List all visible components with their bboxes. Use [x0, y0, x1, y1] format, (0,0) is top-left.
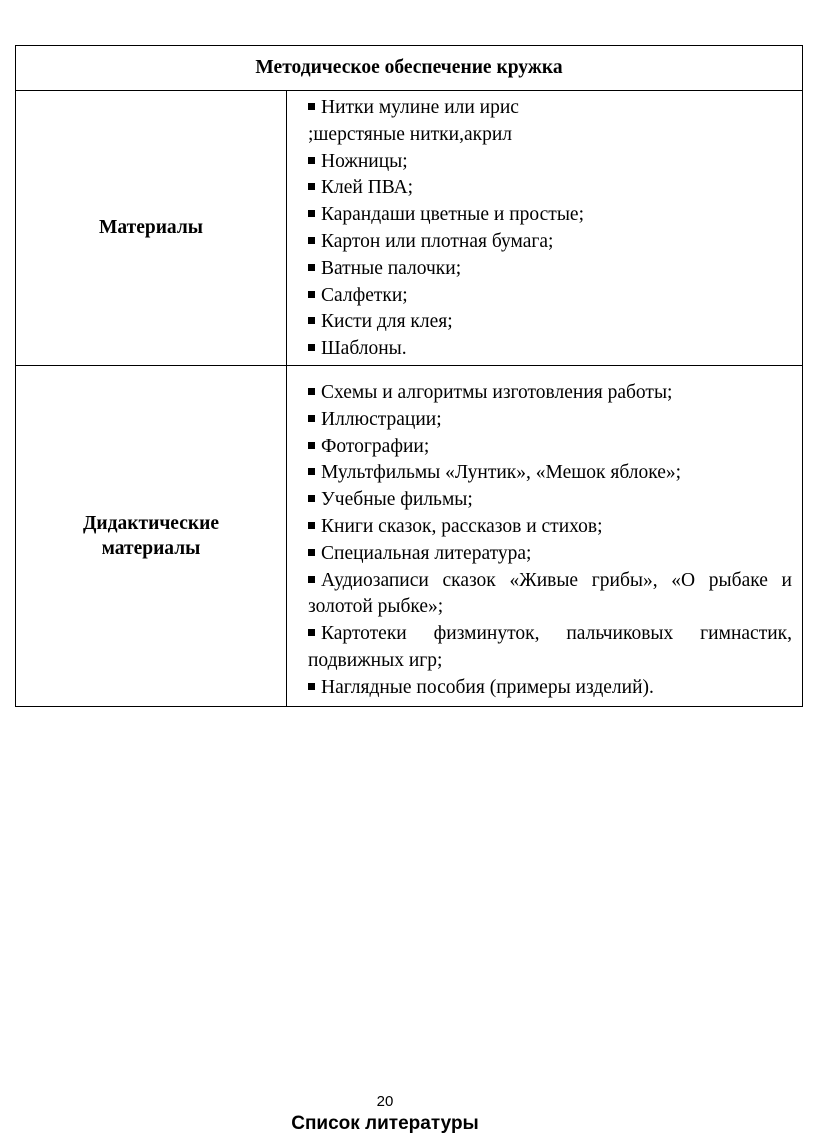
page-number: 20	[376, 1093, 394, 1110]
list-item: Иллюстрации;	[308, 407, 792, 434]
list-item: Фотографии;	[308, 434, 792, 461]
didactic-list	[308, 380, 792, 702]
square-bullet-icon	[308, 183, 315, 190]
table-header-row	[16, 46, 803, 91]
list-item: ;шерстяные нитки,акрил	[308, 123, 513, 145]
square-bullet-icon	[308, 264, 315, 271]
square-bullet-icon	[308, 157, 315, 164]
table-row-materials	[16, 91, 803, 366]
table-header: Методическое обеспечение кружка	[16, 46, 803, 91]
list-item: Шаблоны.	[308, 336, 792, 363]
list-item: Книги сказок, рассказов и стихов;	[308, 514, 792, 541]
square-bullet-icon	[308, 576, 315, 583]
list-item: Нитки мулине или ирис	[308, 95, 792, 122]
square-bullet-icon	[308, 291, 315, 298]
list-item: Наглядные пособия (примеры изделий).	[308, 675, 792, 702]
square-bullet-icon	[308, 317, 315, 324]
list-item: Учебные фильмы;	[308, 487, 792, 514]
square-bullet-icon	[308, 629, 315, 636]
list-item: Карандаши цветные и простые;	[308, 202, 792, 229]
next-section-title: Список литературы	[291, 1113, 479, 1134]
list-item: Клей ПВА;	[308, 175, 792, 202]
square-bullet-icon	[308, 522, 315, 529]
list-item: Картотеки физминуток, пальчиковых гимнастик, подвижных игр;	[308, 623, 792, 671]
materials-list	[308, 95, 792, 363]
square-bullet-icon	[308, 344, 315, 351]
row-label-materials: Материалы	[16, 91, 287, 366]
square-bullet-icon	[308, 495, 315, 502]
methodical-support-table	[15, 45, 803, 707]
list-item: Картон или плотная бумага;	[308, 229, 792, 256]
square-bullet-icon	[308, 683, 315, 690]
square-bullet-icon	[308, 210, 315, 217]
list-item: Аудиозаписи сказок «Живые грибы», «О рыбаке и золотой рыбке»;	[308, 569, 792, 618]
materials-cell	[287, 91, 803, 366]
square-bullet-icon	[308, 103, 315, 110]
square-bullet-icon	[308, 237, 315, 244]
table-row-didactic	[16, 365, 803, 706]
square-bullet-icon	[308, 415, 315, 422]
list-item: Мультфильмы «Лунтик», «Мешок яблоке»;	[308, 460, 792, 487]
list-item: Салфетки;	[308, 283, 792, 310]
list-item: Кисти для клея;	[308, 309, 792, 336]
row-label-didactic-line1: Дидактические	[83, 512, 219, 534]
list-item: Схемы и алгоритмы изготовления работы;	[308, 380, 792, 407]
list-item: Ватные палочки;	[308, 256, 792, 283]
square-bullet-icon	[308, 388, 315, 395]
square-bullet-icon	[308, 549, 315, 556]
list-item: Специальная литература;	[308, 541, 792, 568]
didactic-cell	[287, 365, 803, 706]
row-label-didactic	[16, 365, 287, 706]
square-bullet-icon	[308, 468, 315, 475]
row-label-didactic-line2: материалы	[101, 537, 201, 559]
square-bullet-icon	[308, 442, 315, 449]
list-item: Ножницы;	[308, 149, 792, 176]
